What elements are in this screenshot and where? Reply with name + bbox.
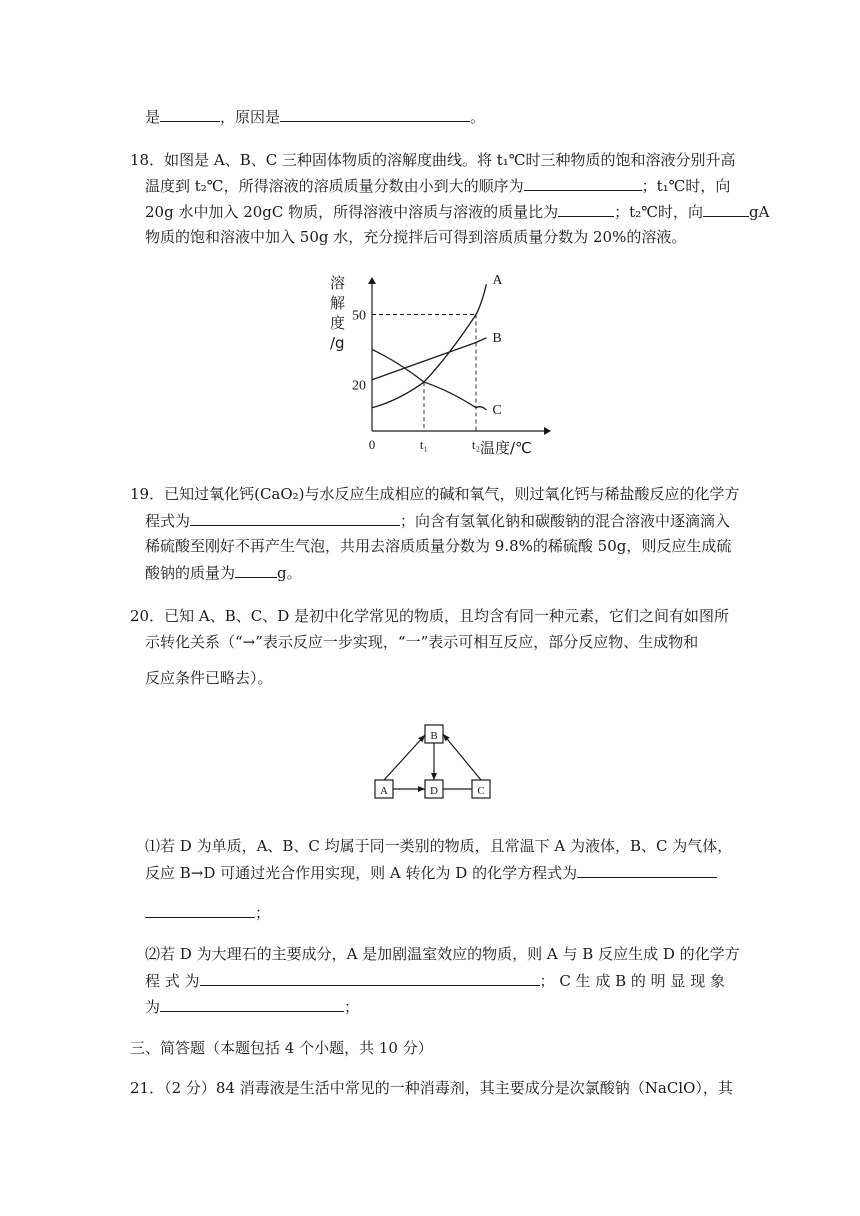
- y-axis-label-char: 溶: [330, 274, 346, 292]
- q19-text: g。: [277, 564, 302, 582]
- answer-blank[interactable]: [200, 970, 540, 986]
- q20-text: 反应 B→D 可通过光合作用实现，则 A 转化为 D 的化学方程式为: [145, 864, 578, 882]
- answer-blank[interactable]: [280, 106, 470, 122]
- question-number: 21．: [130, 1079, 165, 1097]
- q18-text: 20g 水中加入 20gC 物质，所得溶液中溶质与溶液的质量比为: [145, 203, 559, 221]
- edge-c-to-b: [443, 734, 481, 780]
- q18-line-1: [130, 150, 736, 170]
- conversion-diagram: [370, 720, 500, 810]
- q19-text: 已知过氧化钙(CaO₂)与水反应生成相应的碱和氧气，则过氧化钙与稀盐酸反应的化学方: [164, 485, 740, 503]
- node-label-c: C: [477, 785, 485, 797]
- y-tick-label: 50: [352, 308, 366, 324]
- edge-a-to-b: [384, 735, 425, 780]
- x-tick-label: 0: [368, 437, 376, 452]
- answer-blank[interactable]: [160, 106, 220, 122]
- q20-part2-line-1: [145, 944, 740, 964]
- series-curve-a: [372, 284, 486, 407]
- series-label-b: B: [492, 330, 502, 346]
- y-axis-label-char: /g: [330, 334, 345, 352]
- solubility-chart: [320, 268, 560, 468]
- q18-text: 如图是 A、B、C 三种固体物质的溶解度曲线。将 t₁℃时三种物质的饱和溶液分别升高: [164, 151, 736, 169]
- q20-part2-line-2: [145, 970, 725, 991]
- q19-text: 稀硫酸至刚好不再产生气泡，共用去溶质质量分数为 9.8%的稀硫酸 50g，则反应生成硫: [145, 537, 732, 555]
- y-axis-label-char: 解: [330, 294, 346, 312]
- question-number: 20．: [130, 607, 165, 625]
- series-label-a: A: [492, 273, 503, 289]
- answer-blank[interactable]: [703, 201, 749, 217]
- y-axis-label-char: 度: [330, 314, 346, 332]
- q19-line-1: [130, 484, 740, 504]
- answer-blank[interactable]: [558, 201, 614, 217]
- x-tick-label: t₁: [419, 437, 429, 452]
- q17-tail-line: [145, 106, 485, 127]
- question-number: 18．: [130, 151, 165, 169]
- q17-text: 是: [145, 108, 161, 126]
- q20-text: 已知 A、B、C、D 是初中化学常见的物质，且均含有同一种元素，它们之间有如图所: [164, 607, 729, 625]
- node-label-a: A: [380, 785, 388, 797]
- q20-text: 为: [145, 998, 161, 1016]
- q20-text: 示转化关系（“→”表示反应一步实现，“一”表示可相互反应，部分反应物、生成物和: [145, 633, 699, 651]
- q20-text: ⑵若 D 为大理石的主要成分，A 是加剧温室效应的物质，则 A 与 B 反应生成 D 的化学方: [145, 945, 740, 963]
- answer-blank[interactable]: [190, 510, 400, 526]
- q18-text: 物质的饱和溶液中加入 50g 水，充分搅拌后可得到溶质质量分数为 20%的溶液。: [145, 228, 687, 246]
- q21-text: （2 分）84 消毒液是生活中常见的一种消毒剂，其主要成分是次氯酸钠（NaClO），其: [164, 1079, 733, 1097]
- answer-blank[interactable]: [577, 862, 717, 878]
- series-curve-c: [372, 349, 486, 410]
- q20-line-1: [130, 606, 729, 626]
- q20-line-2: [145, 632, 698, 652]
- chart-guides: [372, 315, 476, 432]
- q20-text: 反应条件已略去）。: [145, 669, 273, 687]
- q20-text: ；: [255, 904, 271, 922]
- x-tick-label: t₂: [471, 437, 481, 452]
- q18-line-2: [145, 175, 730, 196]
- q17-text: ，原因是: [220, 108, 281, 126]
- q18-line-3: [145, 201, 769, 222]
- q20-part1-line-1: [145, 836, 732, 856]
- q18-text: gA: [749, 203, 770, 221]
- node-label-d: D: [430, 785, 438, 797]
- series-label-c: C: [492, 403, 502, 419]
- x-axis-label: 温度/℃: [480, 439, 532, 457]
- q21-line-1: [130, 1078, 733, 1098]
- q19-line-2: [145, 510, 730, 531]
- section-title: 三、简答题（本题包括 4 个小题，共 10 分）: [130, 1039, 433, 1057]
- q20-text: ；: [344, 998, 360, 1016]
- answer-blank[interactable]: [235, 562, 277, 578]
- q20-line-3: [145, 668, 273, 688]
- q20-text: 程 式 为: [145, 972, 200, 990]
- section-heading: [130, 1038, 433, 1058]
- q20-part2-line-3: [145, 996, 359, 1017]
- q20-text: ； C 生 成 B 的 明 显 现 象: [539, 972, 725, 990]
- y-tick-label: 20: [352, 378, 366, 394]
- q18-text: ；t₁℃时，向: [641, 177, 731, 195]
- q19-line-3: [145, 536, 731, 556]
- q18-text: ；t₂℃时，向: [614, 203, 703, 221]
- chart-axes: [372, 278, 550, 431]
- q19-line-4: [145, 562, 302, 583]
- node-label-b: B: [430, 730, 438, 742]
- q20-part1-line-3: [145, 902, 270, 923]
- q20-text: ⑴若 D 为单质，A、B、C 均属于同一类别的物质，且常温下 A 为液体，B、C 为气体，: [145, 837, 733, 855]
- chart-series: [372, 284, 486, 410]
- answer-blank[interactable]: [145, 902, 255, 918]
- q19-text: 酸钠的质量为: [145, 564, 236, 582]
- q20-part1-line-2: [145, 862, 717, 883]
- q19-text: 程式为: [145, 512, 191, 530]
- q17-text: 。: [470, 108, 486, 126]
- answer-blank[interactable]: [160, 996, 344, 1012]
- question-number: 19．: [130, 485, 165, 503]
- q18-text: 温度到 t₂℃，所得溶液的溶质质量分数由小到大的顺序为: [145, 177, 524, 195]
- q19-text: ；向含有氢氧化钠和碳酸钠的混合溶液中逐滴滴入: [400, 512, 731, 530]
- chart-labels: [330, 273, 532, 457]
- answer-blank[interactable]: [524, 175, 642, 191]
- q18-line-4: [145, 227, 686, 247]
